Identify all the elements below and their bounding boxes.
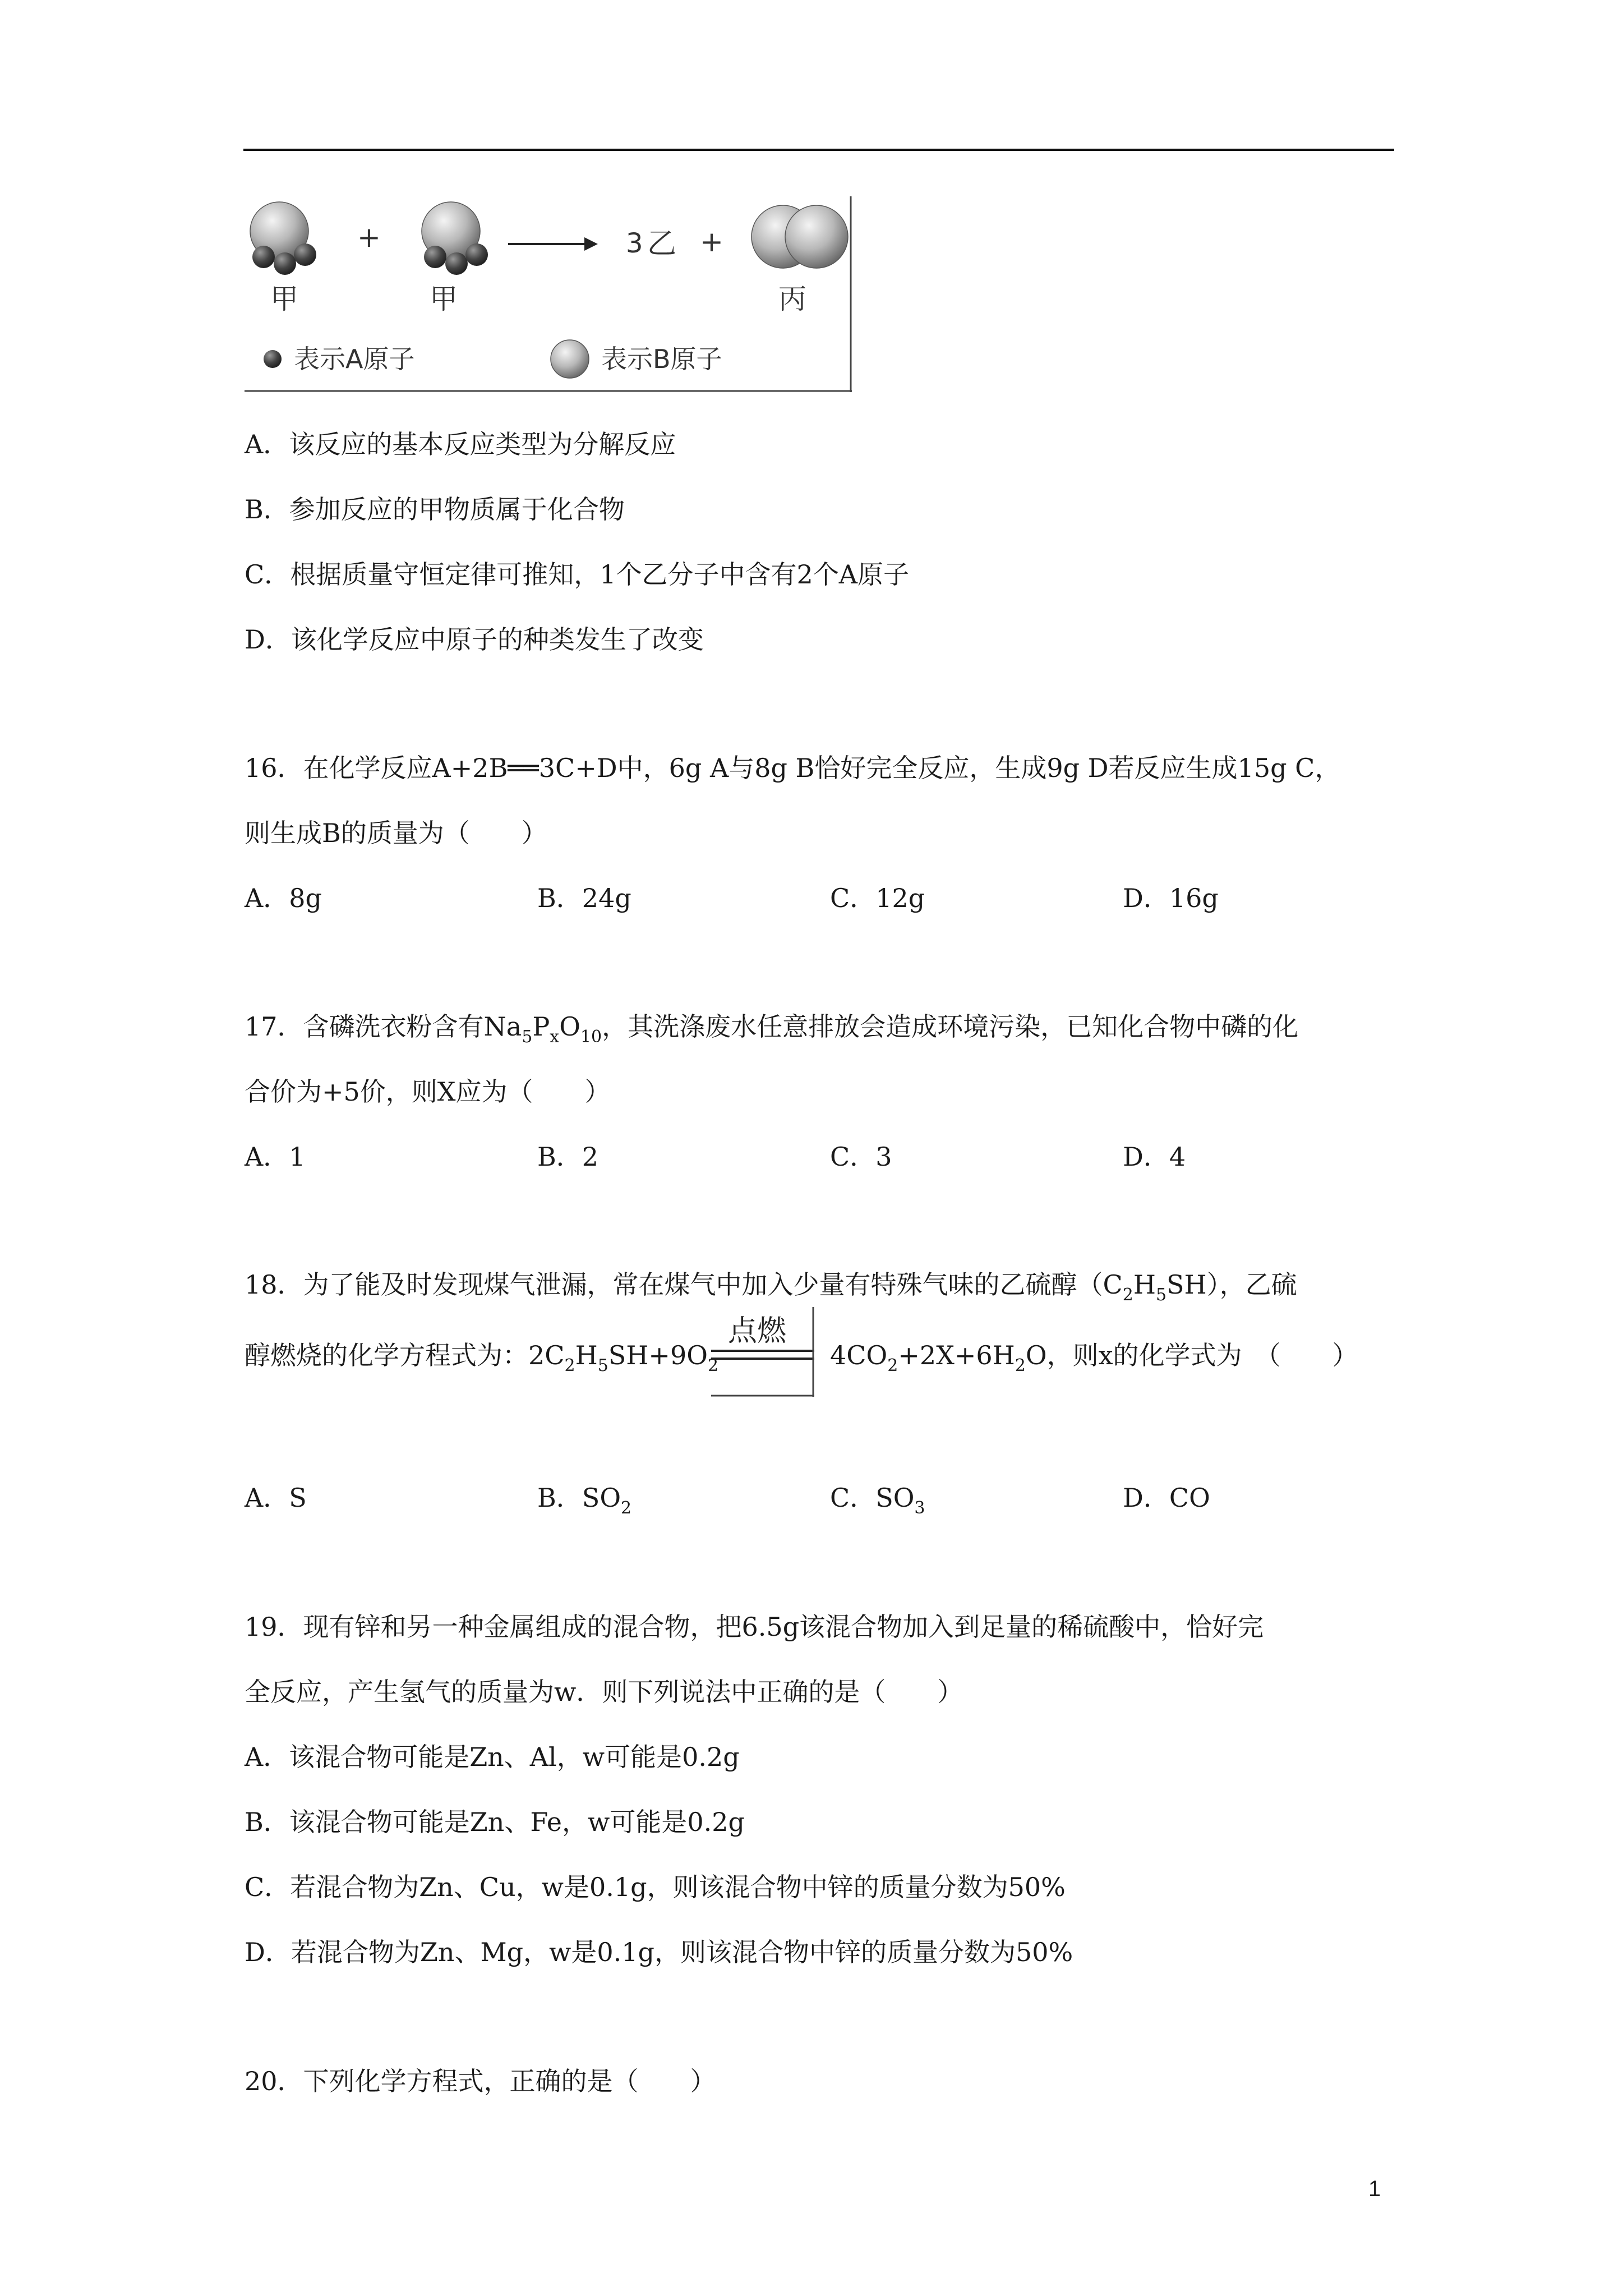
q17-option-b: B．2	[537, 1142, 599, 1172]
legend-a-atom-icon	[264, 350, 282, 368]
q17-option-a: A．1	[245, 1142, 306, 1172]
q15-option-d: D．该化学反应中原子的种类发生了改变	[245, 624, 704, 655]
q18-equation-right: $4CO_2+2X+6H_2O$，则x的化学式为 （ ）	[830, 1340, 1358, 1375]
q17-option-c: C．3	[830, 1142, 892, 1172]
legend-b-atom: 表示B原子	[601, 344, 722, 374]
product-coefficient: 3	[626, 228, 643, 259]
q18-option-c: C．$SO_3$	[830, 1483, 925, 1518]
q19-stem-line1: 19．现有锌和另一种金属组成的混合物，把6.5g该混合物加入到足量的稀硫酸中，恰好完	[245, 1612, 1264, 1642]
q15-option-c: C．根据质量守恒定律可推知，1个乙分子中含有2个A原子	[245, 559, 909, 590]
molecule-jia-2	[422, 202, 488, 275]
q19-option-b: B．该混合物可能是Zn、Fe，w可能是0.2g	[245, 1807, 745, 1837]
q18-option-b: B．$SO_2$	[537, 1483, 632, 1518]
q20-stem-line1: 20．下列化学方程式，正确的是（ ）	[245, 2066, 716, 2096]
q18-equation-left: 醇燃烧的化学方程式为：$2C_2H_5SH+9O_2$	[245, 1340, 719, 1375]
plus-sign: +	[357, 221, 381, 254]
q18-stem-line1: 18．为了能及时发现煤气泄漏，常在煤气中加入少量有特殊气味的乙硫醇$(C_2H_5SH)$，乙硫	[245, 1269, 1297, 1305]
header-rule	[243, 149, 1394, 151]
q17-option-d: D．4	[1123, 1142, 1186, 1172]
label-bing: 丙	[778, 283, 806, 315]
q16-stem-line2: 则生成B的质量为（ ）	[245, 818, 547, 848]
q16-stem-line1: 16．在化学反应A+2B══3C+D中，6g A与8g B恰好完全反应，生成9g D若反应生成15g C，	[245, 753, 1341, 783]
plus-sign-2: +	[700, 226, 723, 258]
q18-option-d: D．CO	[1123, 1483, 1210, 1513]
q16-option-c: C．12g	[830, 883, 925, 913]
q19-option-a: A．该混合物可能是Zn、Al，w可能是0.2g	[245, 1742, 740, 1772]
molecule-jia-1	[250, 202, 316, 275]
q19-option-c: C．若混合物为Zn、Cu，w是0.1g，则该混合物中锌的质量分数为50%	[245, 1872, 1066, 1902]
reaction-arrow-icon	[508, 237, 598, 251]
q19-stem-line2: 全反应，产生氢气的质量为w．则下列说法中正确的是（ ）	[245, 1677, 963, 1707]
q17-stem-line1: 17．含磷洗衣粉含有$Na_5P_xO_{10}$，其洗涤废水任意排放会造成环境污染，已知化合物中磷的化	[245, 1011, 1299, 1047]
q15-option-a: A．该反应的基本反应类型为分解反应	[245, 429, 676, 459]
molecule-bing	[751, 205, 848, 268]
q18-option-a: A．S	[245, 1483, 307, 1513]
label-jia-1: 甲	[270, 283, 298, 315]
reaction-condition-box	[711, 1307, 814, 1397]
q16-option-a: A．8g	[245, 883, 322, 913]
q16-option-b: B．24g	[537, 883, 631, 913]
label-jia-2: 甲	[430, 283, 458, 315]
legend-b-atom-icon	[551, 340, 589, 378]
page-number: 1	[1368, 2177, 1381, 2201]
legend-a-atom: 表示A原子	[294, 344, 415, 374]
product-yi-label: 乙	[647, 227, 677, 261]
reaction-diagram	[245, 196, 853, 394]
condition-dianran: 点燃	[728, 1314, 787, 1348]
q17-stem-line2: 合价为+5价，则X应为（ ）	[245, 1076, 611, 1107]
q17-formula: $Na_5P_xO_{10}$	[483, 1011, 602, 1047]
q16-option-d: D．16g	[1123, 883, 1219, 913]
q19-option-d: D．若混合物为Zn、Mg，w是0.1g，则该混合物中锌的质量分数为50%	[245, 1937, 1073, 1967]
q15-option-b: B．参加反应的甲物质属于化合物	[245, 494, 625, 524]
